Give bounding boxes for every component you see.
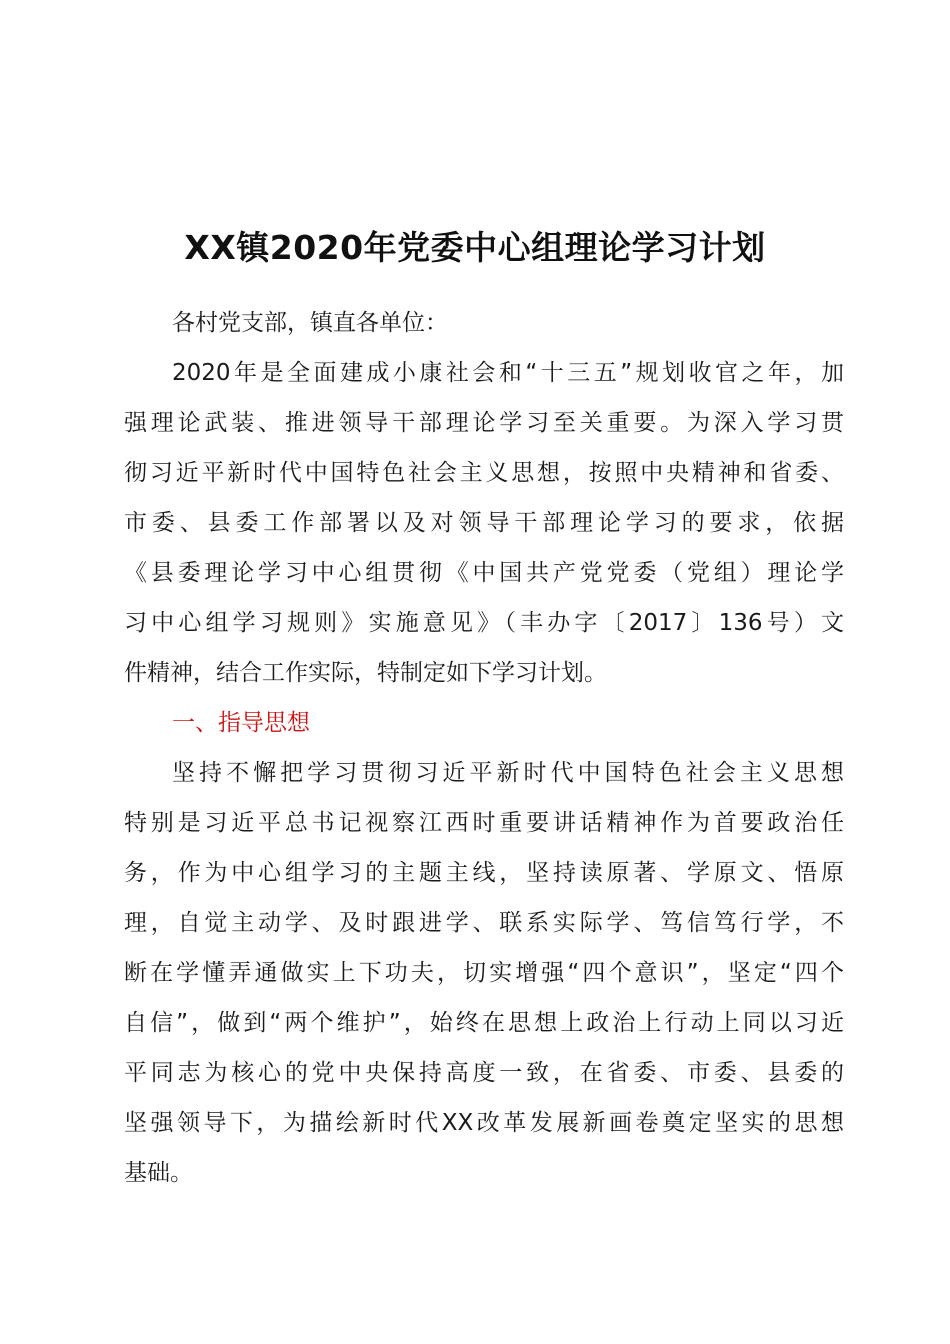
paragraph-line: 务，作为中心组学习的主题主线，坚持读原著、学原文、悟原 <box>124 860 844 886</box>
paragraph-line: 基础。 <box>124 1160 193 1186</box>
intro-line: 习中心组学习规则》实施意见》（丰办字〔2017〕136号）文 <box>124 610 844 636</box>
intro-paragraph <box>124 348 844 698</box>
intro-line: 件精神，结合工作实际，特制定如下学习计划。 <box>124 660 607 686</box>
paragraph-line: 断在学懂弄通做实上下功夫，切实增强“四个意识”，坚定“四个 <box>124 960 844 986</box>
document-title: XX镇2020年党委中心组理论学习计划 <box>184 228 766 267</box>
intro-line: 2020年是全面建成小康社会和“十三五”规划收官之年，加 <box>172 360 844 386</box>
intro-line: 《县委理论学习中心组贯彻《中国共产党党委（党组）理论学 <box>124 560 844 586</box>
paragraph-line: 平同志为核心的党中央保持高度一致，在省委、市委、县委的 <box>124 1060 844 1086</box>
document-body <box>124 298 844 1198</box>
salutation: 各村党支部，镇直各单位： <box>172 310 448 336</box>
paragraph-line: 特别是习近平总书记视察江西时重要讲话精神作为首要政治任 <box>124 810 844 836</box>
guiding-ideology-paragraph <box>124 748 844 1198</box>
paragraph-line: 理，自觉主动学、及时跟进学、联系实际学、笃信笃行学，不 <box>124 910 844 936</box>
intro-line: 彻习近平新时代中国特色社会主义思想，按照中央精神和省委、 <box>124 460 844 486</box>
paragraph-line: 坚持不懈把学习贯彻习近平新时代中国特色社会主义思想 <box>172 760 844 786</box>
intro-line: 强理论武装、推进领导干部理论学习至关重要。为深入学习贯 <box>124 410 844 436</box>
intro-line: 市委、县委工作部署以及对领导干部理论学习的要求，依据 <box>124 510 844 536</box>
section-heading-guiding-ideology: 一、指导思想 <box>172 710 310 736</box>
paragraph-line: 自信”，做到“两个维护”，始终在思想上政治上行动上同以习近 <box>124 1010 844 1036</box>
paragraph-line: 坚强领导下，为描绘新时代XX改革发展新画卷奠定坚实的思想 <box>124 1110 844 1136</box>
